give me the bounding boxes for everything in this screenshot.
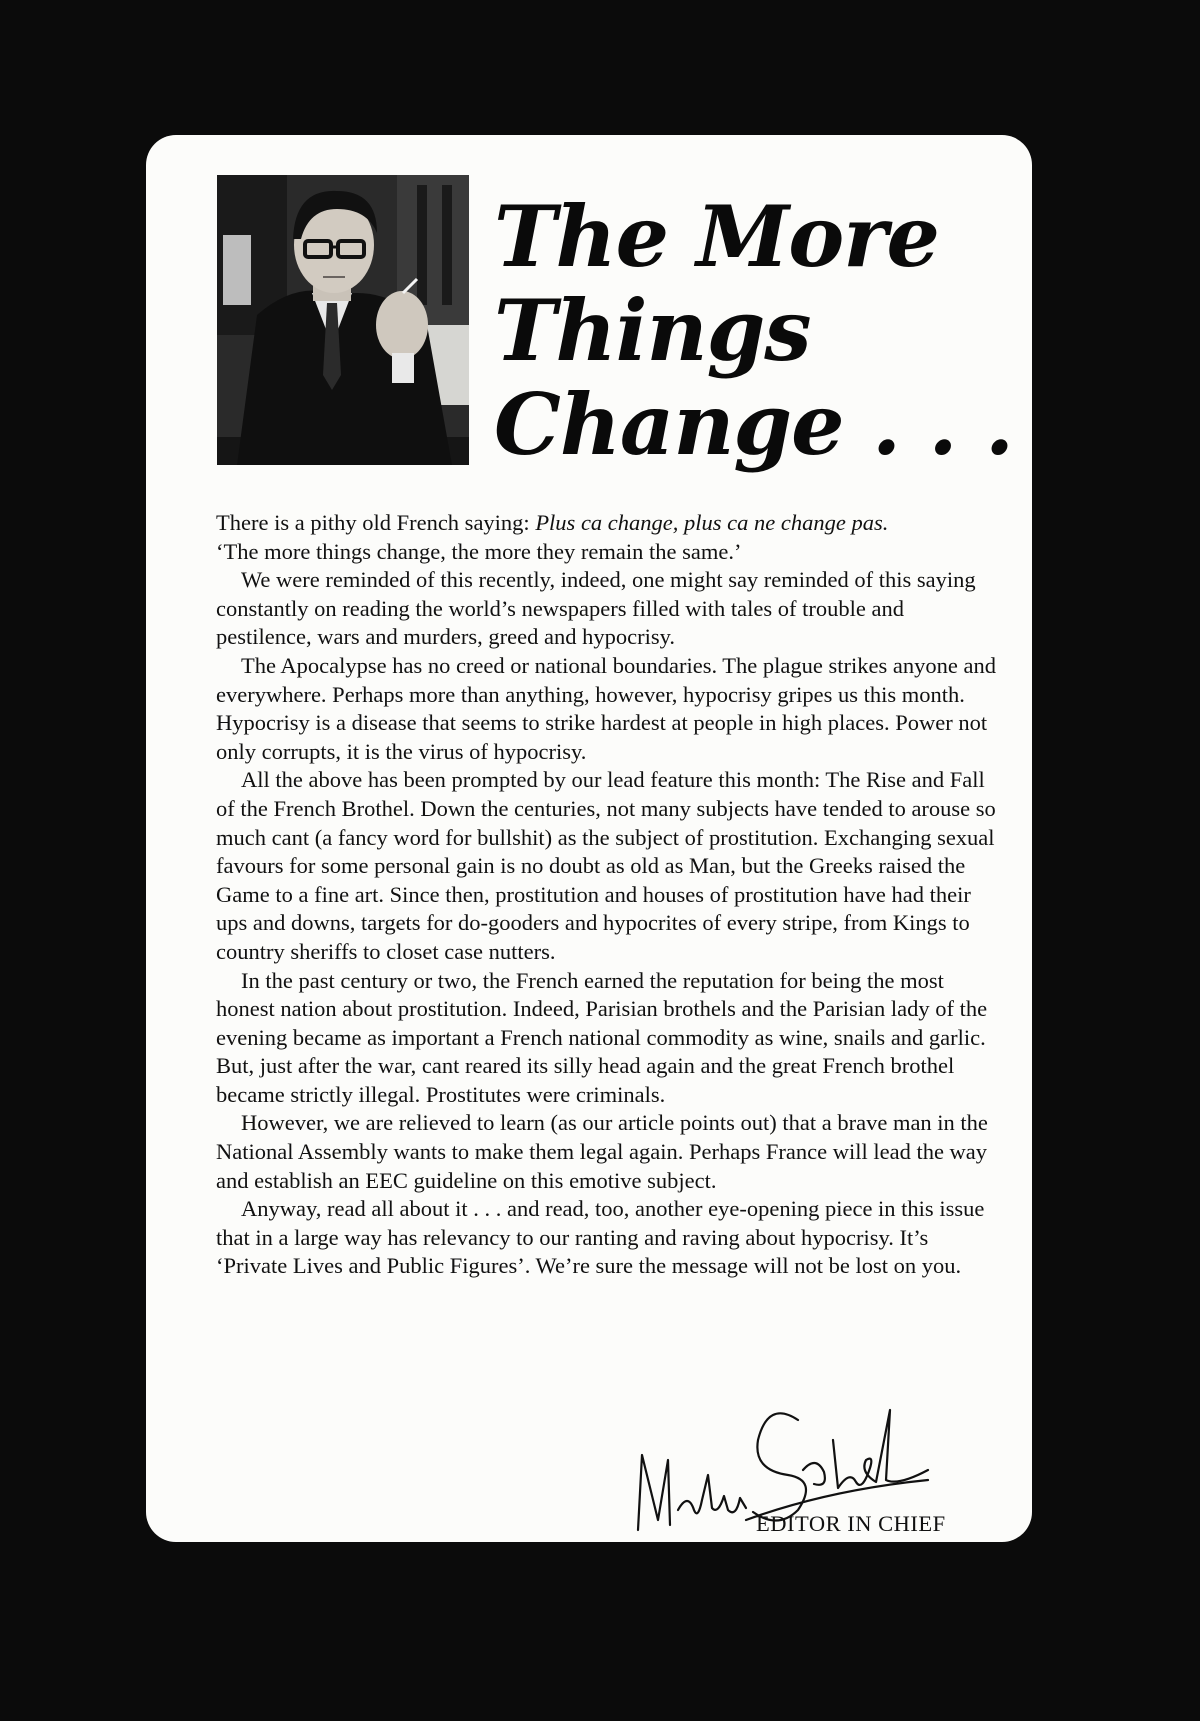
editorial-card [146, 135, 1032, 1542]
paragraph-5: In the past century or two, the French earned the reputation for being the most honest nation about prostitution. Indeed, Parisian brothels and the Parisian lady of the evening became as important a French national commodity as wine, snails and garlic. But, just after the war, cant reared its silly head again and the great French brothel became strictly illegal. Prostitutes were criminals. [216, 967, 988, 1107]
paragraph-3: The Apocalypse has no creed or national boundaries. The plague strikes anyone and everywhere. Perhaps more than anything, however, hypocrisy gripes us this month. Hypocrisy is a disease that seems to strike hardest at people in high places. Power not only corrupts, it is the virus of hypocrisy. [216, 652, 996, 764]
french-quote: Plus ca change, plus ca ne change pas. [535, 510, 889, 535]
headline-line-1: The More [494, 187, 939, 286]
editorial-body [216, 509, 996, 1281]
paragraph-6: However, we are relieved to learn (as our article points out) that a brave man in the National Assembly wants to make them legal again. Perhaps France will lead the way and establish an EEC guideline on this emotive subject. [216, 1110, 988, 1193]
paragraph-7: Anyway, read all about it . . . and read, too, another eye-opening piece in this issue that in a large way has relevancy to our ranting and raving about hypocrisy. It’s ‘Private Lives and Public Figures’. We’re sure the message will not be lost on you. [216, 1196, 985, 1279]
editor-title: EDITOR IN CHIEF [756, 1511, 946, 1536]
editor-photo [217, 175, 469, 465]
headline [494, 187, 1014, 474]
paragraph-1-translation: ‘The more things change, the more they remain the same.’ [216, 538, 742, 564]
paragraph-1 [216, 509, 996, 566]
paragraph-4: All the above has been prompted by our lead feature this month: The Rise and Fall of the French Brothel. Down the centuries, not many subjects have tended to arouse so much cant (a fancy word for bullshit) as the subject of prostitution. Exchanging sexual favours for some personal gain is no doubt as old as Man, but the Greeks raised the Game to a fine art. Since then, prostitution and houses of prostitution have had their ups and downs, targets for do-gooders and hypocrites of every stripe, from Kings to country sheriffs to closet case nutters. [216, 767, 996, 964]
headline-line-2: Things [494, 281, 811, 380]
paragraph-2: We were reminded of this recently, indeed, one might say reminded of this saying constantly on reading the world’s newspapers filled with tales of trouble and pestilence, wars and murders, greed and hypocrisy. [216, 567, 976, 650]
paragraph-1-lead: There is a pithy old French saying: [216, 510, 536, 535]
headline-line-3: Change . . . [494, 375, 1014, 474]
